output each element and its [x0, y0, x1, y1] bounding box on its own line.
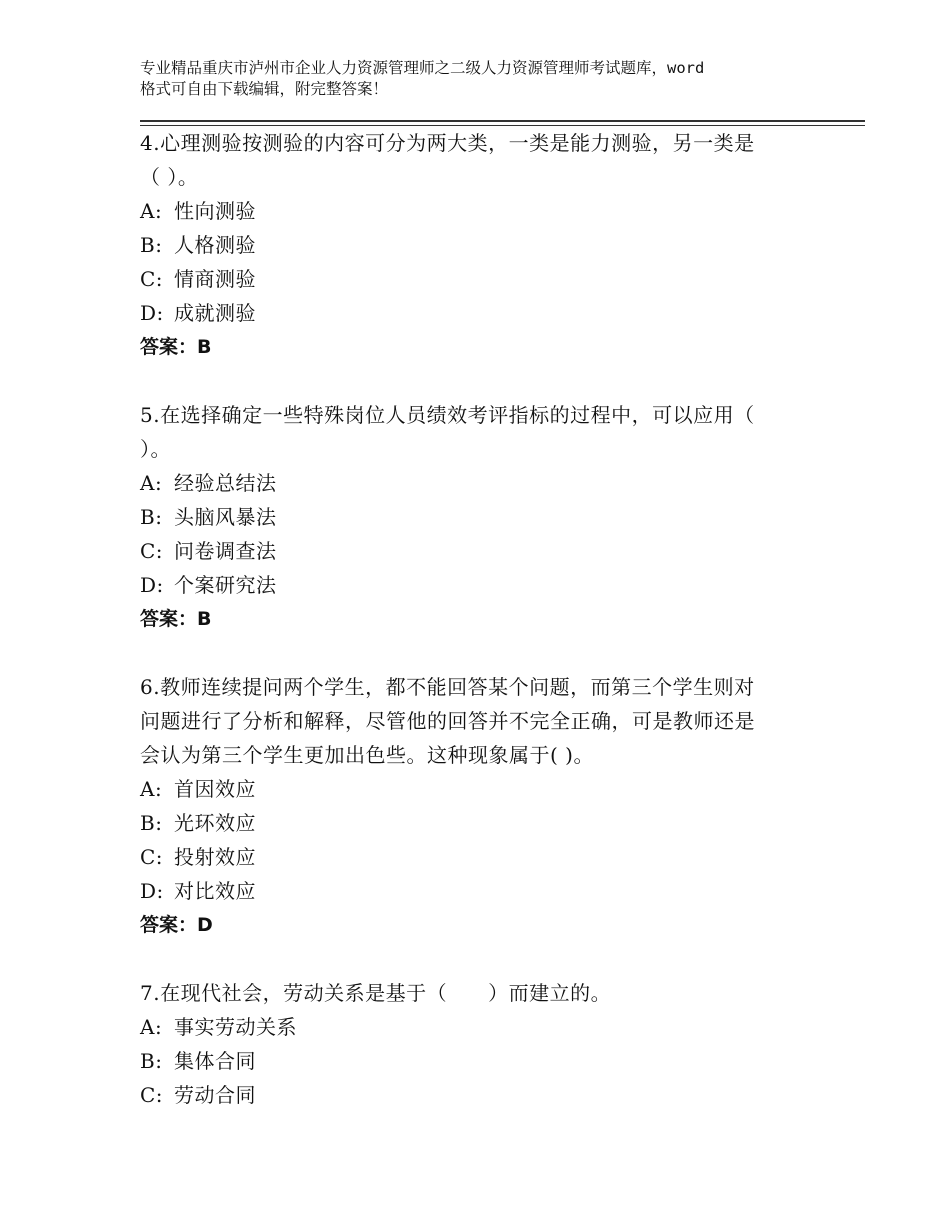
- option-text: 首因效应: [174, 777, 256, 801]
- answer-option: [140, 500, 820, 534]
- option-letter: A:: [140, 1015, 163, 1039]
- option-text: 问卷调查法: [174, 539, 277, 563]
- option-text: 成就测验: [174, 301, 256, 325]
- header-line-2: 格式可自由下载编辑，附完整答案！: [140, 80, 389, 98]
- option-letter: B:: [140, 811, 163, 835]
- answer-option: [140, 194, 820, 228]
- option-text: 光环效应: [174, 811, 256, 835]
- answer-key: 答案：D: [140, 914, 213, 936]
- question-stem-line: ）。: [140, 437, 171, 461]
- answer-option: [140, 228, 820, 262]
- answer-option: [140, 874, 820, 908]
- option-letter: D:: [140, 573, 164, 597]
- answer-option: [140, 1078, 820, 1112]
- option-text: 情商测验: [174, 267, 256, 291]
- answer-option: [140, 1010, 820, 1044]
- question-list: [140, 126, 820, 1112]
- option-letter: A:: [140, 199, 163, 223]
- option-letter: C:: [140, 1083, 164, 1107]
- answer-option: [140, 466, 820, 500]
- answer-option: [140, 568, 820, 602]
- question-block: [140, 398, 820, 636]
- question-stem-line: 问题进行了分析和解释，尽管他的回答并不完全正确，可是教师还是: [140, 709, 755, 733]
- answer-option: [140, 1044, 820, 1078]
- answer-option: [140, 806, 820, 840]
- answer-key: 答案：B: [140, 336, 212, 358]
- question-block: [140, 670, 820, 942]
- option-text: 经验总结法: [174, 471, 277, 495]
- answer-option: [140, 296, 820, 330]
- header-line-1: 专业精品重庆市泸州市企业人力资源管理师之二级人力资源管理师考试题库，word: [140, 59, 705, 77]
- option-text: 事实劳动关系: [174, 1015, 297, 1039]
- answer-option: [140, 772, 820, 806]
- question-block: [140, 976, 820, 1112]
- answer-key: 答案：B: [140, 608, 212, 630]
- question-spacer: [140, 942, 820, 976]
- option-text: 性向测验: [174, 199, 256, 223]
- answer-option: [140, 262, 820, 296]
- option-letter: C:: [140, 539, 164, 563]
- option-letter: A:: [140, 777, 163, 801]
- question-stem-line: 会认为第三个学生更加出色些。这种现象属于( )。: [140, 743, 594, 767]
- header-divider-thick: [140, 120, 865, 122]
- option-letter: C:: [140, 267, 164, 291]
- option-text: 人格测验: [174, 233, 256, 257]
- option-text: 对比效应: [174, 879, 256, 903]
- question-stem-line: 4.心理测验按测验的内容可分为两大类，一类是能力测验，另一类是: [140, 131, 755, 155]
- option-text: 个案研究法: [174, 573, 277, 597]
- option-letter: A:: [140, 471, 163, 495]
- document-header: [140, 58, 840, 100]
- question-stem-line: （ ）。: [140, 165, 199, 189]
- option-letter: B:: [140, 233, 163, 257]
- option-letter: B:: [140, 505, 163, 529]
- option-letter: B:: [140, 1049, 163, 1073]
- option-text: 劳动合同: [174, 1083, 256, 1107]
- option-letter: D:: [140, 301, 164, 325]
- option-text: 投射效应: [174, 845, 256, 869]
- option-letter: C:: [140, 845, 164, 869]
- answer-option: [140, 840, 820, 874]
- option-letter: D:: [140, 879, 164, 903]
- question-spacer: [140, 636, 820, 670]
- question-stem-line: 6.教师连续提问两个学生，都不能回答某个问题，而第三个学生则对: [140, 675, 755, 699]
- question-spacer: [140, 364, 820, 398]
- question-stem-line: 7.在现代社会，劳动关系是基于（ ）而建立的。: [140, 981, 612, 1005]
- option-text: 头脑风暴法: [174, 505, 277, 529]
- answer-option: [140, 534, 820, 568]
- question-block: [140, 126, 820, 364]
- question-stem-line: 5.在选择确定一些特殊岗位人员绩效考评指标的过程中，可以应用（: [140, 403, 755, 427]
- option-text: 集体合同: [174, 1049, 256, 1073]
